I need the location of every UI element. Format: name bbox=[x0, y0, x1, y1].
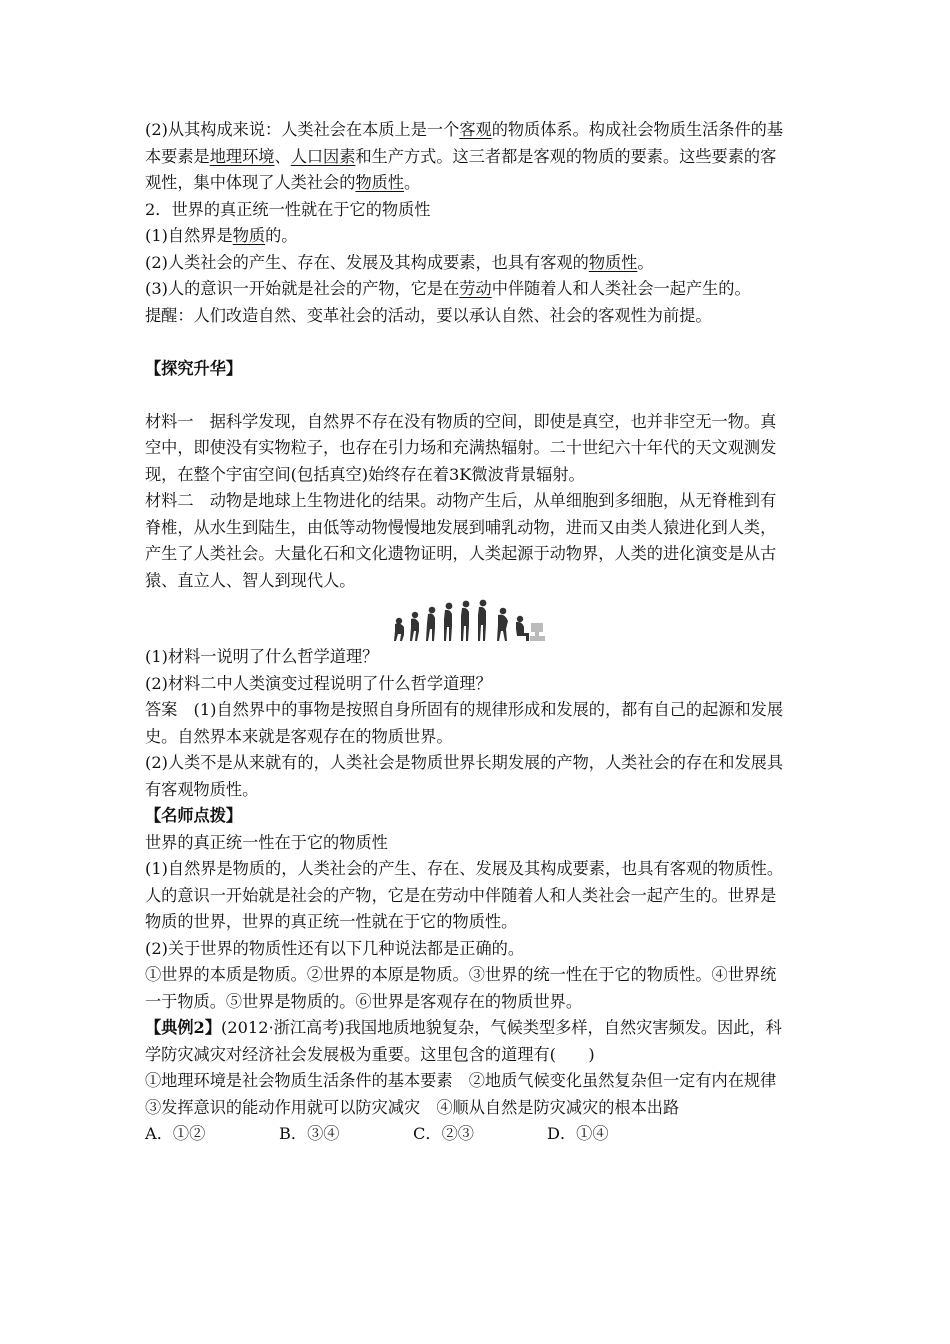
underlined-term: 物质性 bbox=[355, 173, 404, 192]
text: 的物质体系。构成社会物质生活条件的基 bbox=[491, 120, 784, 139]
teacher-line: 世界的真正统一性在于它的物质性 bbox=[145, 832, 388, 852]
material-line: 猿、直立人、智人到现代人。 bbox=[145, 570, 356, 590]
paragraph-line bbox=[145, 144, 813, 171]
material-line: 材料一 据科学发现，自然界不存在没有物质的空间，即使是真空，也并非空无一物。真 bbox=[145, 411, 777, 431]
underlined-term: 物质性 bbox=[588, 252, 638, 272]
spacer bbox=[145, 329, 813, 356]
material-line: 材料二 动物是地球上生物进化的结果。动物产生后，从单细胞到多细胞，从无脊椎到有 bbox=[145, 491, 777, 510]
question-line: (2)材料二中人类演变过程说明了什么哲学道理？ bbox=[145, 673, 492, 693]
evolution-figure bbox=[145, 594, 813, 644]
material-line: 产生了人类社会。大量化石和文化遗物证明，人类起源于动物界，人类的进化演变是从古 bbox=[145, 544, 777, 563]
option-d: D．①④ bbox=[547, 1124, 609, 1143]
teacher-line: (2)关于世界的物质性还有以下几种说法都是正确的。 bbox=[145, 938, 525, 958]
option-a: A．①② bbox=[145, 1124, 206, 1143]
material-line: 空中，即使没有实物粒子，也存在引力场和充满热辐射。二十世纪六十年代的天文观测发 bbox=[145, 438, 777, 457]
answer-line: 有客观物质性。 bbox=[145, 779, 259, 799]
teacher-line: 一于物质。⑤世界是物质的。⑥世界是客观存在的物质世界。 bbox=[145, 991, 583, 1011]
teacher-line: 物质的世界，世界的真正统一性就在于它的物质性。 bbox=[145, 912, 518, 931]
option-b: B．③④ bbox=[279, 1124, 340, 1143]
question-line: (1)材料一说明了什么哲学道理？ bbox=[145, 647, 379, 666]
answer-options bbox=[145, 1121, 813, 1148]
list-item bbox=[145, 250, 813, 277]
text: 。 bbox=[404, 173, 421, 192]
material-line: 现，在整个宇宙空间(包括真空)始终存在着3K微波背景辐射。 bbox=[145, 464, 585, 484]
list-item bbox=[145, 276, 813, 303]
text: (2)人类社会的产生、存在、发展及其构成要素，也具有客观的 bbox=[145, 252, 589, 272]
text: 中伴随着人和人类社会一起产生的。 bbox=[491, 279, 751, 298]
list-item bbox=[145, 223, 813, 250]
example-label: 【典例2】 bbox=[145, 1018, 222, 1037]
paragraph-line bbox=[145, 117, 813, 144]
teacher-line: ①世界的本质是物质。②世界的本原是物质。③世界的统一性在于它的物质性。④世界统 bbox=[145, 965, 777, 984]
section-heading: 2．世界的真正统一性就在于它的物质性 bbox=[145, 199, 431, 219]
paragraph-line bbox=[145, 170, 813, 197]
text: (2)从其构成来说：人类社会在本质上是一个 bbox=[145, 120, 460, 139]
text: 观性，集中体现了人类社会的 bbox=[145, 173, 356, 192]
example-line: 学防灾减灾对经济社会发展极为重要。这里包含的道理有( ) bbox=[145, 1044, 595, 1064]
material-line: 脊椎，从水生到陆生，由低等动物慢慢地发展到哺乳动物，进而又由类人猿进化到人类， bbox=[145, 517, 777, 537]
teacher-heading: 【名师点拨】 bbox=[145, 806, 243, 825]
text: 。 bbox=[637, 252, 654, 272]
tip-line: 提醒：人们改造自然、变革社会的活动，要以承认自然、社会的客观性为前提。 bbox=[145, 305, 712, 325]
answer-line: (2)人类不是从来就有的，人类社会是物质世界长期发展的产物，人类社会的存在和发展具 bbox=[145, 753, 784, 772]
underlined-term: 客观 bbox=[459, 120, 492, 139]
text: 的。 bbox=[265, 226, 298, 245]
teacher-line: (1)自然界是物质的，人类社会的产生、存在、发展及其构成要素，也具有客观的物质性。 bbox=[145, 859, 784, 878]
underlined-term: 物质 bbox=[232, 226, 266, 245]
answer-line: 答案 (1)自然界中的事物是按照自身所固有的规律形成和发展的，都有自己的起源和发展 bbox=[145, 700, 784, 719]
text: 本要素是 bbox=[145, 146, 210, 166]
text: 和生产方式。这三者都是客观的物质的要素。这些要素的客 bbox=[355, 146, 777, 166]
example-line bbox=[145, 1015, 813, 1042]
example-line: ①地理环境是社会物质生活条件的基本要素 ②地质气候变化虽然复杂但一定有内在规律 bbox=[145, 1071, 777, 1090]
text: 、 bbox=[274, 146, 291, 166]
underlined-term: 人口因素 bbox=[290, 146, 356, 166]
option-c: C．②③ bbox=[413, 1124, 474, 1143]
text: (3)人的意识一开始就是社会的产物，它是在 bbox=[145, 279, 460, 298]
text: (1)自然界是 bbox=[145, 226, 233, 245]
underlined-term: 劳动 bbox=[459, 279, 492, 298]
example-line: ③发挥意识的能动作用就可以防灾减灾 ④顺从自然是防灾减灾的根本出路 bbox=[145, 1097, 680, 1117]
explore-heading: 【探究升华】 bbox=[145, 358, 243, 378]
document-page bbox=[145, 117, 813, 1148]
answer-line: 史。自然界本来就是客观存在的物质世界。 bbox=[145, 726, 453, 746]
underlined-term: 地理环境 bbox=[209, 146, 275, 166]
spacer bbox=[145, 382, 813, 409]
teacher-line: 人的意识一开始就是社会的产物，它是在劳动中伴随着人和人类社会一起产生的。世界是 bbox=[145, 885, 777, 905]
text: (2012·浙江高考)我国地质地貌复杂，气候类型多样，自然灾害频发。因此，科 bbox=[221, 1018, 782, 1037]
human-evolution-image bbox=[389, 597, 549, 643]
